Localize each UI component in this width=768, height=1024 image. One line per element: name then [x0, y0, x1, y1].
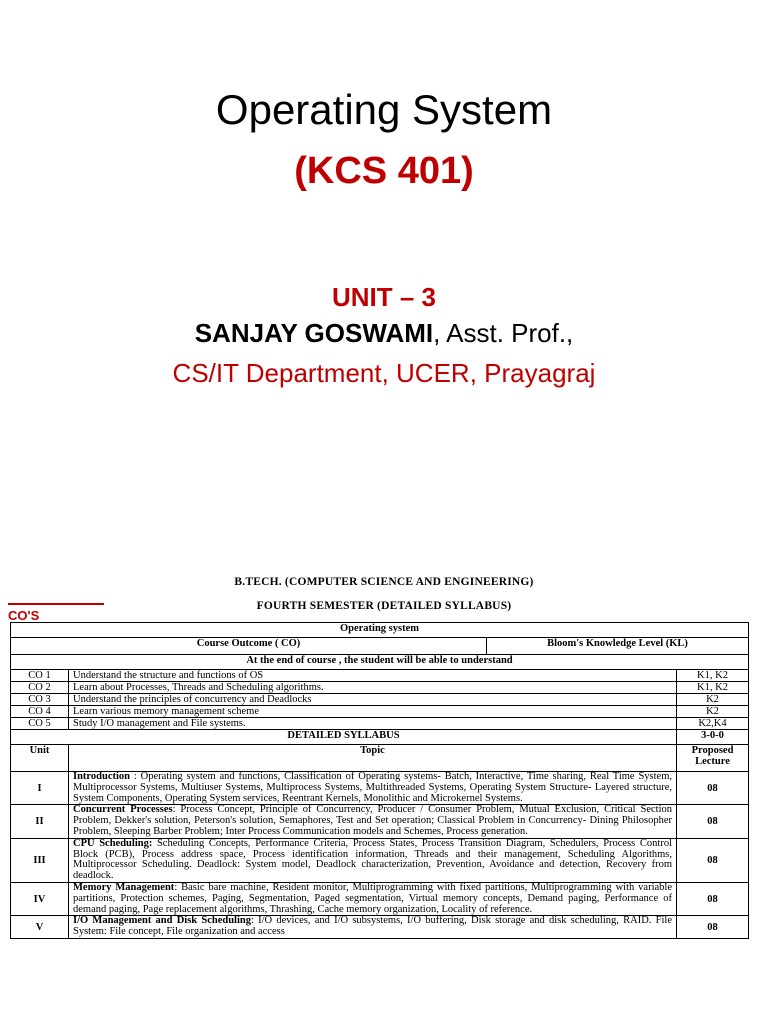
co-text: Understand the structure and functions of OS: [69, 670, 677, 682]
co-kl: K2: [677, 706, 749, 718]
course-code: (KCS 401): [294, 150, 474, 192]
outcome-row: [11, 670, 749, 682]
unit-topic-body: : Process Concept, Principle of Concurrency, Producer / Consumer Problem, Mutual Exclusion, Critical Section Problem, Dekker's solution, Peterson's solution, Semaphores, Test and Set operation; Classical Problem in Concurrency- Dining Philosopher Problem, Sleeping Barber Problem; Inter Process Communication models and Schemes, Process generation.: [73, 804, 672, 837]
unit-lectures: 08: [677, 916, 749, 939]
author-line: [0, 318, 768, 349]
outcome-row: [11, 694, 749, 706]
unit-topic-lead: Memory Management: [73, 881, 175, 893]
unit-lectures: 08: [677, 772, 749, 805]
co-text: Study I/O management and File systems.: [69, 718, 677, 730]
co-code: CO 4: [11, 706, 69, 718]
unit-column-header: Unit: [11, 745, 69, 772]
detailed-syllabus-row: [11, 730, 749, 745]
unit-number: III: [11, 838, 69, 882]
intro-line: At the end of course , the student will be able to understand: [11, 655, 749, 670]
detailed-syllabus-label: DETAILED SYLLABUS: [11, 730, 677, 745]
unit-topic: [69, 772, 677, 805]
outcome-header-row: [11, 638, 749, 655]
unit-topic-lead: Concurrent Processes: [73, 804, 173, 816]
unit-row: [11, 805, 749, 838]
lecture-column-header: Proposed Lecture: [677, 745, 749, 772]
unit-topic-body: : Basic bare machine, Resident monitor, Multiprogramming with fixed partitions, Multiprogramming with variable partitions, Protection schemes, Paging, Segmentation, Paged segmentation, Virtual memory concepts, Demand paging, Performance of demand paging, Page replacement algorithms, Thrashing, Cache memory organization, Locality of reference.: [73, 881, 672, 915]
unit-number: I: [11, 772, 69, 805]
course-outcome-header: Course Outcome ( CO): [11, 638, 487, 655]
author-name: SANJAY GOSWAMI: [194, 318, 434, 348]
unit-lectures: 08: [677, 882, 749, 915]
unit-topic-body: : Operating system and functions, Classification of Operating systems- Batch, Interactive, Time sharing, Real Time System, Multiprocessor Systems, Multiuser Systems, Multiprocess Systems, Multithreaded Systems, Operating System Structure- Layered structure, System Components, Operating System services, Reentrant Kernels, Monolithic and Microkernel Systems.: [73, 771, 672, 804]
unit-topic: [69, 838, 677, 882]
co-code: CO 1: [11, 670, 69, 682]
co-text: Learn about Processes, Threads and Scheduling algorithms.: [69, 682, 677, 694]
syllabus-table: [10, 622, 749, 939]
co-kl: K2: [677, 694, 749, 706]
department: CS/IT Department, UCER, Prayagraj: [172, 358, 596, 388]
co-text: Understand the principles of concurrency and Deadlocks: [69, 694, 677, 706]
units-header-row: [11, 745, 749, 772]
co-code: CO 5: [11, 718, 69, 730]
outcome-row: [11, 718, 749, 730]
unit-topic: [69, 916, 677, 939]
co-kl: K1, K2: [677, 670, 749, 682]
unit-number: IV: [11, 882, 69, 915]
unit-row: [11, 916, 749, 939]
unit-topic-lead: CPU Scheduling:: [73, 837, 153, 849]
co-kl: K2,K4: [677, 718, 749, 730]
subject-name: Operating system: [11, 623, 749, 638]
blooms-header: Bloom's Knowledge Level (KL): [487, 638, 749, 655]
unit-topic-body: Scheduling Concepts, Performance Criteria, Process States, Process Transition Diagram, Schedulers, Process Control Block (PCB), Process address space, Process identification information, Threads and their management, Scheduling Algorithms, Multiprocessor Scheduling. Deadlock: System model, Deadlock characterization, Prevention, Avoidance and detection, Recovery from deadlock.: [73, 837, 672, 882]
unit-lectures: 08: [677, 838, 749, 882]
co-kl: K1, K2: [677, 682, 749, 694]
subject-row: [11, 623, 749, 638]
intro-row: [11, 655, 749, 670]
author-role: , Asst. Prof.,: [433, 318, 574, 348]
topic-column-header: Topic: [69, 745, 677, 772]
unit-topic-lead: Introduction: [73, 771, 130, 782]
outcome-row: [11, 682, 749, 694]
unit-topic-body: : I/O devices, and I/O subsystems, I/O buffering, Disk storage and disk scheduling, RAID. File System: File concept, File organization and access: [73, 915, 672, 938]
slide-title: Operating System: [215, 86, 553, 133]
co-code: CO 2: [11, 682, 69, 694]
ltp-value: 3-0-0: [677, 730, 749, 745]
outcome-row: [11, 706, 749, 718]
unit-topic: [69, 882, 677, 915]
unit-topic-lead: I/O Management and Disk Scheduling: [73, 915, 251, 927]
unit-lectures: 08: [677, 805, 749, 838]
cos-underline: [8, 603, 104, 605]
semester-heading: FOURTH SEMESTER (DETAILED SYLLABUS): [256, 600, 512, 612]
co-code: CO 3: [11, 694, 69, 706]
unit-number: V: [11, 916, 69, 939]
cos-label: CO'S: [8, 608, 40, 623]
unit-number: II: [11, 805, 69, 838]
program-heading: B.TECH. (COMPUTER SCIENCE AND ENGINEERING): [234, 576, 534, 588]
unit-topic: [69, 805, 677, 838]
unit-label: UNIT – 3: [331, 282, 437, 312]
unit-row: [11, 838, 749, 882]
unit-row: [11, 772, 749, 805]
unit-row: [11, 882, 749, 915]
syllabus-document: [0, 570, 768, 1024]
co-text: Learn various memory management scheme: [69, 706, 677, 718]
